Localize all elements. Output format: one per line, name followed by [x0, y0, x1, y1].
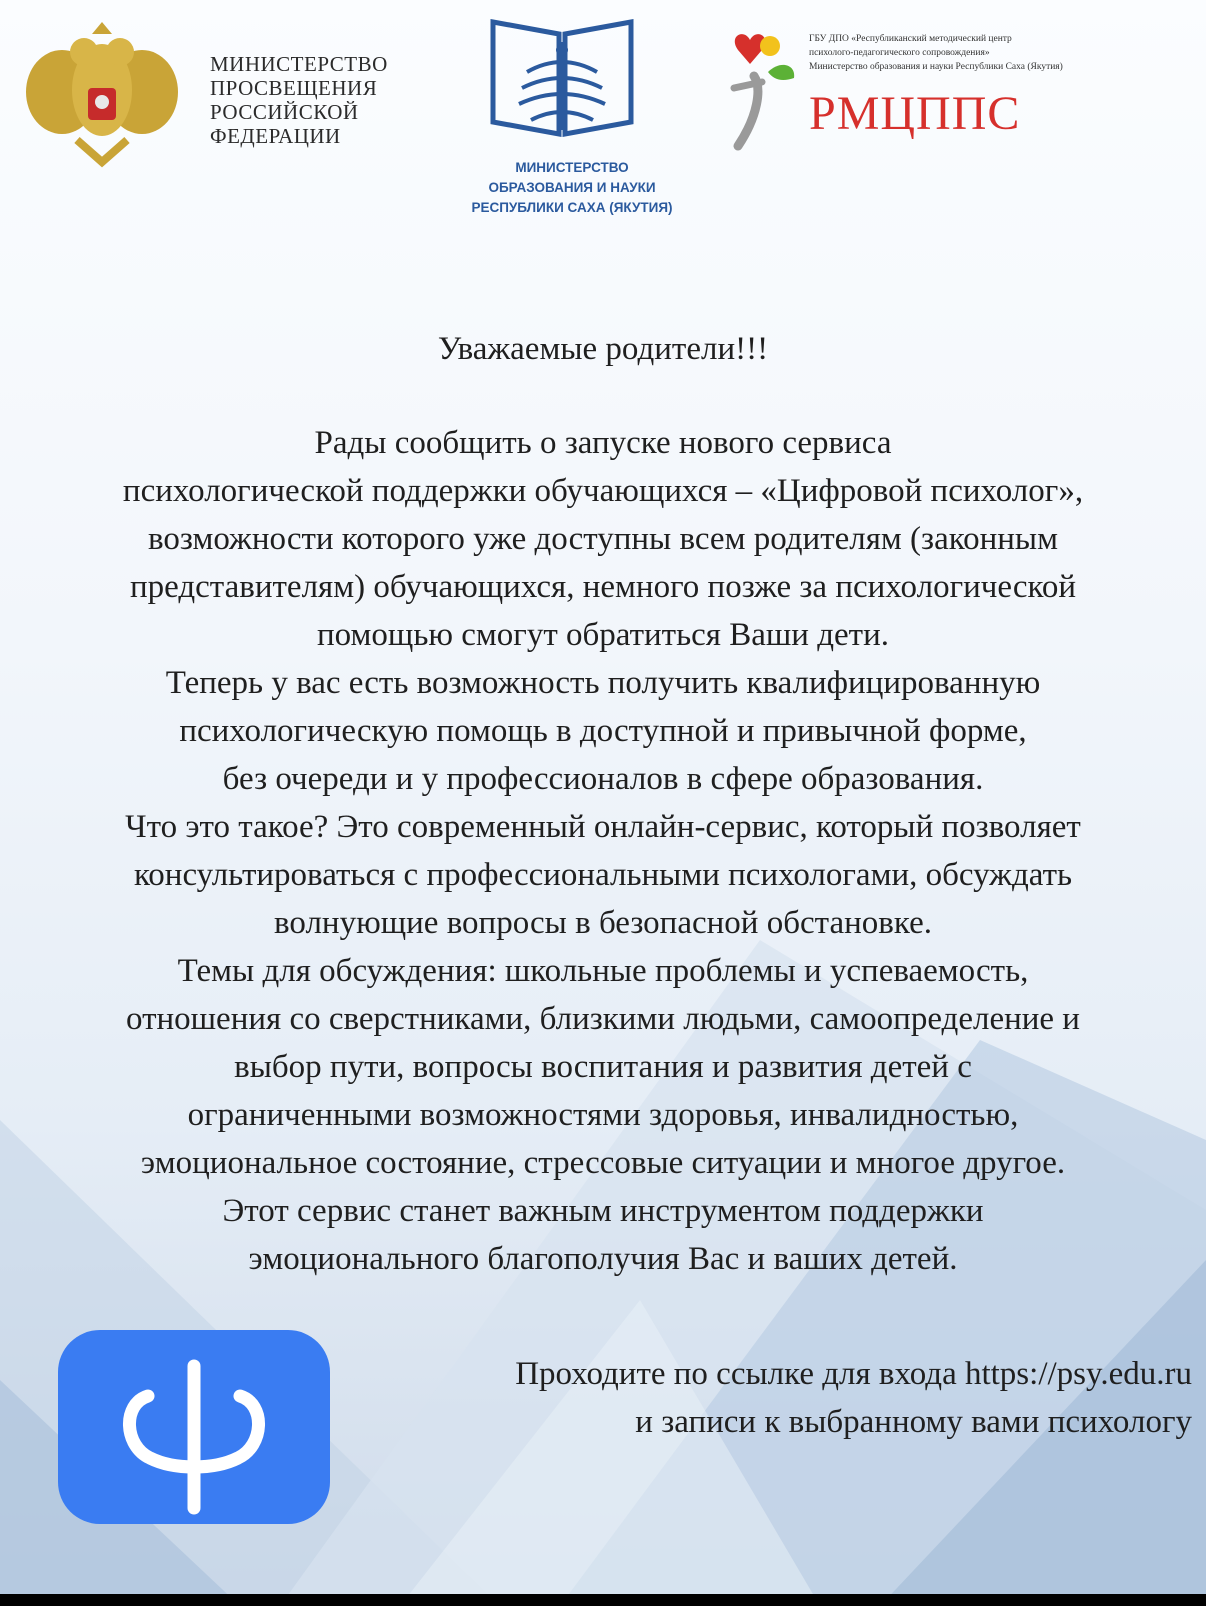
rmcpps-figure-icon — [724, 26, 806, 151]
body-line: Темы для обсуждения: школьные проблемы и успеваемость, — [177, 953, 1029, 989]
link-instructions — [340, 1350, 1192, 1446]
body-line: эмоциональное состояние, стрессовые ситуации и многое другое. — [140, 1145, 1066, 1181]
link-line: и записи к выбранному вами психологу — [635, 1404, 1192, 1440]
logo-text-line: ГБУ ДПО «Республиканский методический центр — [809, 34, 1012, 44]
bottom-bar — [0, 1594, 1206, 1606]
rmcpps-subtitle — [809, 32, 1189, 74]
logo-text-line: МИНИСТЕРСТВО — [210, 52, 388, 76]
body-line: ограниченными возможностями здоровья, инвалидностью, — [187, 1097, 1019, 1133]
link-line[interactable]: Проходите по ссылке для входа https://psy.edu.ru — [515, 1356, 1192, 1392]
ministry-yakutia-logo — [432, 8, 712, 228]
body-line: выбор пути, вопросы воспитания и развития детей с — [234, 1049, 972, 1085]
body-line: волнующие вопросы в безопасной обстановке. — [274, 905, 932, 941]
body-line: психологическую помощь в доступной и привычной форме, — [179, 713, 1027, 749]
psy-app-tile[interactable] — [58, 1330, 330, 1524]
logo-text-line: ПРОСВЕЩЕНИЯ — [210, 76, 378, 100]
body-line: Рады сообщить о запуске нового сервиса — [314, 425, 892, 461]
letter-body — [0, 325, 1206, 1283]
rmcpps-title: РМЦППС — [809, 87, 1021, 140]
ministry-prosv-text — [210, 52, 388, 148]
body-line: помощью смогут обратиться Ваши дети. — [317, 617, 889, 653]
body-line: отношения со сверстниками, близкими людьми, самоопределение и — [126, 1001, 1080, 1037]
body-line: консультироваться с профессиональными психологами, обсуждать — [133, 857, 1073, 893]
body-line: возможности которого уже доступны всем родителям (законным — [148, 521, 1058, 557]
logo-text-line: РЕСПУБЛИКИ САХА (ЯКУТИЯ) — [471, 200, 673, 215]
page-title: Уважаемые родители!!! — [437, 331, 769, 367]
rmcpps-logo — [724, 26, 1194, 156]
body-line: представителям) обучающихся, немного позже за психологической — [129, 569, 1076, 605]
psy-app-icon-bg — [58, 1330, 330, 1524]
psi-icon — [58, 1330, 330, 1524]
body-line: эмоционального благополучия Вас и ваших детей. — [248, 1241, 958, 1277]
body-line: Теперь у вас есть возможность получить квалифицированную — [165, 665, 1041, 701]
book-tree-icon — [487, 12, 637, 142]
ministry-prosv-logo — [22, 22, 412, 182]
header-logos — [0, 0, 1206, 260]
logo-text-line: МИНИСТЕРСТВО — [515, 160, 629, 175]
ministry-yakutia-text — [432, 158, 712, 218]
logo-text-line: ОБРАЗОВАНИЯ И НАУКИ — [488, 180, 656, 195]
logo-text-line: Министерство образования и науки Республики Саха (Якутия) — [809, 62, 1063, 72]
logo-text-line: РОССИЙСКОЙ — [210, 100, 359, 124]
logo-text-line: ФЕДЕРАЦИИ — [210, 124, 341, 148]
body-line: психологической поддержки обучающихся – «Цифровой психолог», — [122, 473, 1084, 509]
coat-of-arms-icon — [22, 22, 182, 172]
body-line: Что это такое? Это современный онлайн-сервис, который позволяет — [125, 809, 1081, 845]
logo-text-line: психолого-педагогического сопровождения» — [809, 48, 990, 58]
body-line: без очереди и у профессионалов в сфере образования. — [222, 761, 984, 797]
body-line: Этот сервис станет важным инструментом поддержки — [222, 1193, 984, 1229]
